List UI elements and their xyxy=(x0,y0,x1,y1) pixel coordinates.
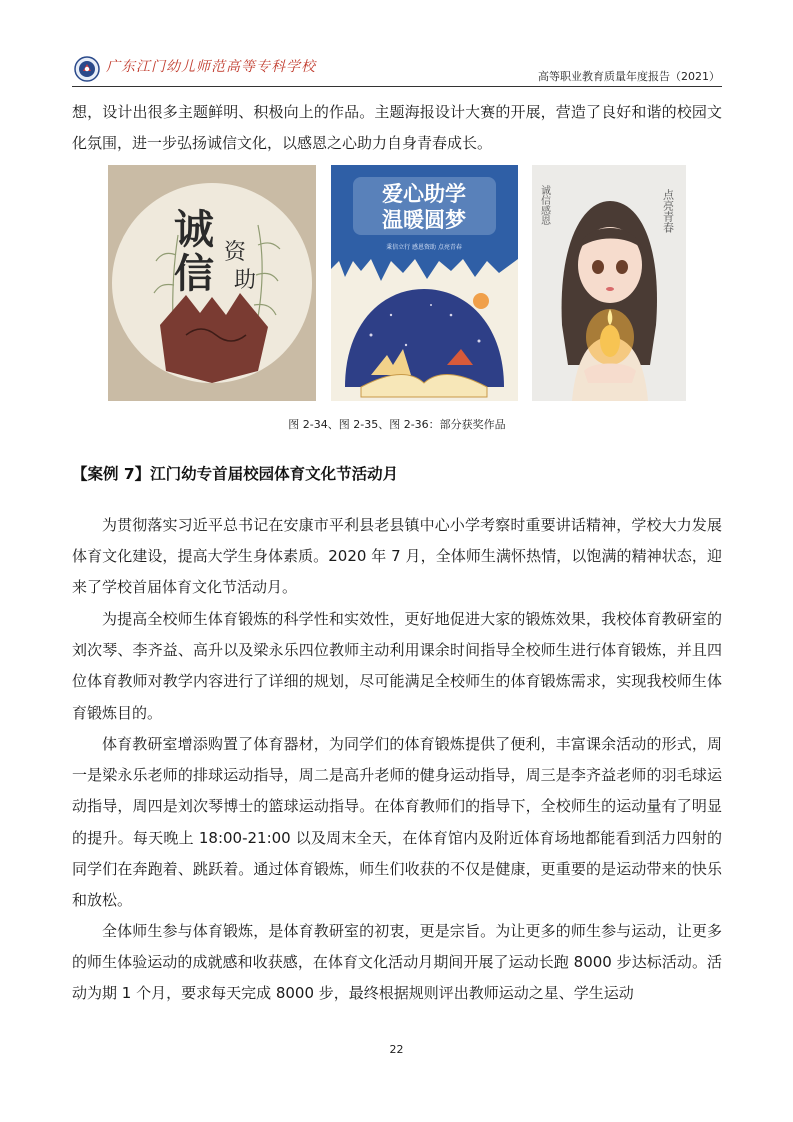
body-paragraph-1: 为贯彻落实习近平总书记在安康市平利县老县镇中心小学考察时重要讲话精神，学校大力发展体育文化建设，提高大学生身体素质。2020 年 7 月，全体师生满怀热情，以饱满的精神状态，迎来了学校首届体育文化节活动月。 xyxy=(72,516,722,597)
poster-caring-aid-image xyxy=(331,165,518,401)
intro-paragraph: 想，设计出很多主题鲜明、积极向上的作品。主题海报设计大赛的开展，营造了良好和谐的校园文化氛围，进一步弘扬诚信文化，以感恩之心助力自身青春成长。 xyxy=(72,103,722,153)
body-paragraph-3: 体育教研室增添购置了体育器材，为同学们的体育锻炼提供了便利，丰富课余活动的形式，周一是梁永乐老师的排球运动指导，周二是高升老师的健身运动指导，周三是李齐益老师的羽毛球运动指导，周四是刘次琴博士的篮球运动指导。在体育教师们的指导下，全校师生的运动量有了明显的提升。每天晚上 18:00-21:00 以及周末全天，在体育馆内及附近体育场地都能看到活力四射的同学们在奔跑着、跳跃着。通过体育锻炼，师生们收获的不仅是健康，更重要的是运动带来的快乐和放松。 xyxy=(72,735,722,910)
figure-caption: 图 2-34、图 2-35、图 2-36：部分获奖作品 xyxy=(288,418,506,431)
school-name: 广东江门幼儿师范高等专科学校 xyxy=(106,59,316,75)
page-header xyxy=(72,52,722,87)
case-heading: 【案例 7】江门幼专首届校园体育文化节活动月 xyxy=(72,465,399,483)
poster1-char-2: 信 xyxy=(174,250,214,297)
poster2-title-line1: 爱心助学 xyxy=(382,182,466,206)
school-logo-icon xyxy=(74,56,100,82)
poster3-text-left: 诚信感恩 xyxy=(538,185,550,225)
poster-integrity-image xyxy=(108,165,316,401)
figure-row xyxy=(108,165,686,401)
poster2-subtitle: 秉信立行 感恩资助 点亮青春 xyxy=(386,244,462,251)
body-paragraph-4: 全体师生参与体育锻炼，是体育教研室的初衷，更是宗旨。为让更多的师生参与运动，让更多的师生体验运动的成就感和收获感，在体育文化活动月期间开展了运动长跑 8000 步达标活动。活动为期 1 个月，要求每天完成 8000 步，最终根据规则评出教师运动之星、学生运动 xyxy=(72,922,722,1003)
poster3-text-right: 点亮青春 xyxy=(661,189,675,233)
page-number: 22 xyxy=(389,1043,404,1056)
poster-youth-image xyxy=(532,165,686,401)
report-title: 高等职业教育质量年度报告（2021） xyxy=(538,70,720,83)
poster1-char-3: 资 xyxy=(224,240,247,265)
poster1-char-4: 助 xyxy=(234,268,257,293)
body-paragraph-2: 为提高全校师生体育锻炼的科学性和实效性，更好地促进大家的锻炼效果，我校体育教研室的刘次琴、李齐益、高升以及梁永乐四位教师主动利用课余时间指导全校师生进行体育锻炼，并且四位体育教师对教学内容进行了详细的规划，尽可能满足全校师生的体育锻炼需求，实现我校师生体育锻炼目的。 xyxy=(72,610,722,722)
poster2-title-line2: 温暖圆梦 xyxy=(382,208,466,232)
poster1-char-1: 诚 xyxy=(174,206,214,253)
